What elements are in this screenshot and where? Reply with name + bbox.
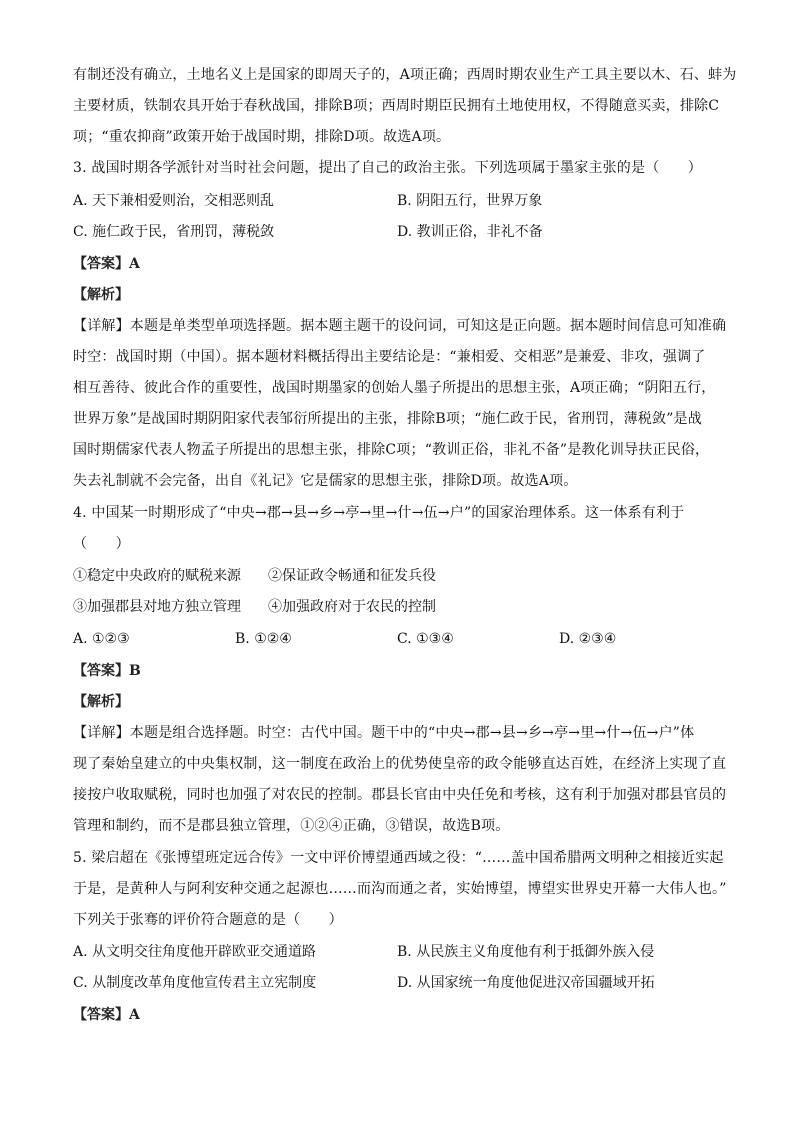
q3-detail-1: 【详解】本题是单类型单项选择题。据本题主题干的设问词，可知这是正向题。据本题时间信息可知准确 (73, 318, 727, 334)
intro-line-3: 项；“重农抑商”政策开始于战国时期，排除D项。故选A项。 (73, 129, 451, 145)
q4-option-d: D. ②③④ (559, 631, 617, 647)
q5-option-a: A. 从文明交往角度他开辟欧亚交通道路 (73, 944, 317, 960)
q3-answer: 【答案】A (73, 256, 140, 272)
intro-line-1: 有制还没有确立，土地名义上是国家的即周天子的，A项正确；西周时期农业生产工具主要以木、石、蚌为 (73, 67, 737, 83)
q4-item-1: ①稳定中央政府的赋税来源 (73, 568, 241, 584)
q5-stem-2: 于是，是黄种人与阿利安种交通之起源也……而沟而通之者，实始博望，博望实世界史开幕一大伟人也。” (73, 881, 727, 897)
q4-option-a: A. ①②③ (73, 631, 130, 647)
q3-detail-6: 失去礼制就不会完备，出自《礼记》它是儒家的思想主张，排除D项。故选A项。 (73, 473, 578, 489)
q5-answer: 【答案】A (73, 1007, 140, 1023)
q4-item-2: ②保证政令畅通和征发兵役 (268, 568, 436, 584)
q4-item-3: ③加强郡县对地方独立管理 (73, 599, 241, 615)
q3-option-a: A. 天下兼相爱则治，交相恶则乱 (73, 193, 275, 209)
q4-detail-1: 【详解】本题是组合选择题。时空：古代中国。题干中的“中央→郡→县→乡→亭→里→什→伍→户”体 (73, 725, 695, 741)
q4-detail-3: 接按户收取赋税，同时也加强了对农民的控制。郡县长官由中央任免和考核，这有利于加强对郡县官员的 (73, 787, 727, 803)
q4-stem-2: （ ） (73, 536, 130, 552)
q3-detail-2: 时空：战国时期（中国）。据本题材料概括得出主要结论是：“兼相爱、交相恶”是兼爱、非攻，强调了 (73, 349, 706, 365)
q3-detail-3: 相互善待、彼此合作的重要性，战国时期墨家的创始人墨子所提出的思想主张，A项正确；“阴阳五行， (73, 380, 716, 396)
q3-detail-5: 国时期儒家代表人物孟子所提出的思想主张，排除C项；“教训正俗，非礼不备”是教化训导扶正民俗， (73, 442, 710, 458)
q4-option-c: C. ①③④ (397, 631, 454, 647)
q5-option-b: B. 从民族主义角度他有利于抵御外族入侵 (397, 944, 655, 960)
q4-option-b: B. ①②④ (235, 631, 292, 647)
q3-detail-4: 世界万象”是战国时期阴阳家代表邹衍所提出的主张，排除B项；“施仁政于民，省刑罚，薄税敛”是战 (73, 411, 702, 427)
q4-detail-4: 管理和制约，而不是郡县独立管理，①②④正确，③错误，故选B项。 (73, 818, 510, 834)
q5-stem-1: 5. 梁启超在《张博望班定远合传》一文中评价博望通西域之役：“……盖中国希腊两文明种之相接近实起 (73, 850, 724, 866)
q5-option-d: D. 从国家统一角度他促进汉帝国疆域开拓 (397, 975, 655, 991)
q4-detail-2: 现了秦始皇建立的中央集权制，这一制度在政治上的优势使皇帝的政令能够直达百姓，在经济上实现了直 (73, 756, 727, 772)
q3-option-b: B. 阴阳五行，世界万象 (397, 193, 543, 209)
q4-answer: 【答案】B (73, 663, 141, 679)
q4-stem-1: 4. 中国某一时期形成了“中央→郡→县→乡→亭→里→什→伍→户”的国家治理体系。这一体系有利于 (73, 505, 685, 521)
intro-line-2: 主要材质，铁制农具开始于春秋战国，排除B项；西周时期臣民拥有土地使用权，不得随意买卖，排除C (73, 98, 720, 114)
q5-stem-3: 下列关于张骞的评价符合题意的是（ ） (73, 912, 343, 928)
q4-analysis-label: 【解析】 (73, 694, 129, 710)
q3-option-d: D. 教训正俗，非礼不备 (397, 224, 543, 240)
q3-stem: 3. 战国时期各学派针对当时社会问题，提出了自己的政治主张。下列选项属于墨家主张的是（ ） (73, 160, 703, 176)
q3-option-c: C. 施仁政于民，省刑罚，薄税敛 (73, 224, 275, 240)
q4-item-4: ④加强政府对于农民的控制 (268, 599, 436, 615)
q5-option-c: C. 从制度改革角度他宣传君主立宪制度 (73, 975, 317, 991)
q3-analysis-label: 【解析】 (73, 287, 129, 303)
